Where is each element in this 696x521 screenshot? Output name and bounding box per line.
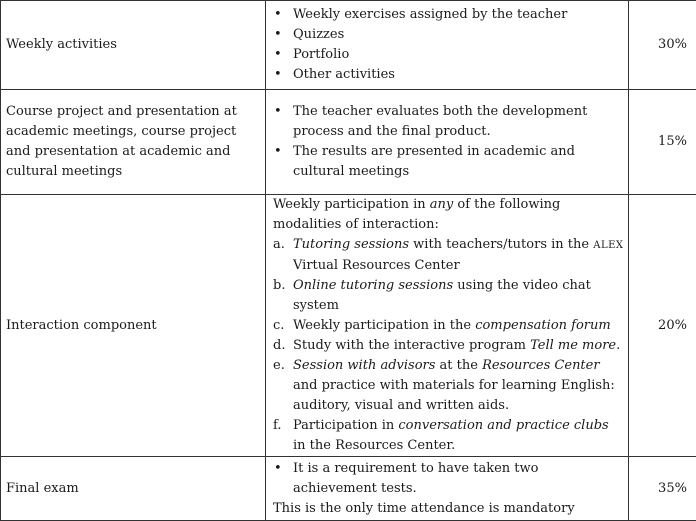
table-row (1, 90, 696, 195)
modality-item: f. Participation in conversation and practice clubs in the Resources Center. (273, 416, 624, 456)
component-label: Weekly activities (6, 37, 117, 52)
component-cell (1, 1, 266, 90)
bullet-item: • Weekly exercises assigned by the teacher (273, 5, 624, 25)
component-cell (1, 195, 266, 457)
component-label: Final exam (6, 481, 79, 496)
description-cell (266, 195, 629, 457)
modality-item: e. Session with advisors at the Resources Center and practice with materials for learning English: auditory, visual and written aids. (273, 356, 624, 416)
component-cell (1, 457, 266, 521)
bullet-item: • Quizzes (273, 25, 624, 45)
bullet-item: • Portfolio (273, 45, 624, 65)
bullet-list (273, 459, 624, 499)
table-row (1, 1, 696, 90)
table-row (1, 457, 696, 521)
modality-item: a. Tutoring sessions with teachers/tutors in the ALEX Virtual Resources Center (273, 235, 624, 276)
weight-cell (629, 457, 696, 521)
component-label: Interaction component (6, 318, 157, 333)
modality-item: d. Study with the interactive program Tell me more. (273, 336, 624, 356)
component-cell (1, 90, 266, 195)
description-cell (266, 90, 629, 195)
weight-value: 35% (658, 481, 687, 496)
weight-cell (629, 195, 696, 457)
interaction-intro: Weekly participation in any of the following modalities of interaction: (273, 195, 624, 235)
modality-item: c. Weekly participation in the compensation forum (273, 316, 624, 336)
component-label: Course project and presentation at academic meetings, course project and presentation at academic and cultural meetings (6, 104, 237, 179)
weight-value: 30% (658, 37, 687, 52)
table-row (1, 195, 696, 457)
bullet-list (273, 5, 624, 85)
modality-list (273, 235, 624, 456)
description-cell (266, 457, 629, 521)
weight-value: 20% (658, 318, 687, 333)
description-cell (266, 1, 629, 90)
modality-item: b. Online tutoring sessions using the video chat system (273, 276, 624, 316)
weight-cell (629, 1, 696, 90)
bullet-item: • The teacher evaluates both the development process and the final product. (273, 102, 624, 142)
bullet-list (273, 102, 624, 182)
exam-note: This is the only time attendance is mandatory (273, 499, 624, 519)
weight-cell (629, 90, 696, 195)
bullet-item: • It is a requirement to have taken two achievement tests. (273, 459, 624, 499)
weight-value: 15% (658, 134, 687, 149)
bullet-item: • The results are presented in academic and cultural meetings (273, 142, 624, 182)
bullet-item: • Other activities (273, 65, 624, 85)
